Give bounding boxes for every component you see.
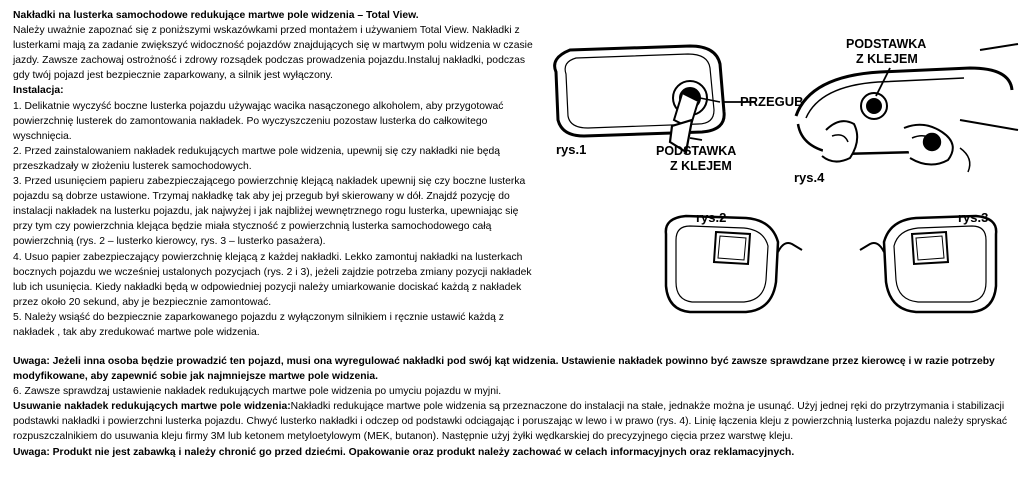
- mirrors-rys2-rys3-drawing: [666, 216, 996, 312]
- bottom-section: [13, 354, 1013, 460]
- intro-paragraph: Należy uważnie zapoznać się z poniższymi wskazówkami przed montażem i używaniem Total View. Nakładki z lusterkami mają za zadanie zwiększyć widoczność pojazdów znajdujących się w martwym polu widzenia w czasie jazdy. Zawsze zachowaj ostrożność i zdrowy rozsądek podczas prowadzenia pojazdu.Instaluj nakładki, podczas gdy twój pojazd jest bezpiecznie zaparkowany, a silnik jest wyłączony.: [13, 25, 533, 82]
- removal-paragraph: [13, 399, 1013, 444]
- label-rys2: rys.2: [696, 210, 727, 225]
- label-rys4: rys.4: [794, 170, 825, 185]
- label-rys3: rys.3: [958, 210, 989, 225]
- install-heading: Instalacja:: [13, 85, 64, 97]
- document-title: Nakładki na lusterka samochodowe redukujące martwe pole widzenia – Total View.: [13, 10, 419, 21]
- glue-base-pointer: [690, 138, 702, 140]
- step-4: 4. Usuo papier zabezpieczający powierzchnię klejącą z każdej nakładki. Lekko zamontuj nakładki na lusterkach bocznych pojazdu we wcześniej ustalonych pozycjach (rys. 2 i 3), jeżeli zajdzie potrzeba zmiany pozycji nakładek lub ich usunięcia. Kiedy nakładki będą w odpowiedniej pozycji należy umiarkowanie dociskać każdą z nakładek przez około 20 sekund, aby je bezpiecznie zamontować.: [13, 251, 532, 308]
- step-1: 1. Delikatnie wyczyść boczne lusterka pojazdu używając wacika nasączonego alkoholem, aby przygotować powierzchnię lusterek do zamontowania nakładek. Po wyczyszczeniu pozostaw lusterka do całkowitego wyschnięcia.: [13, 100, 504, 142]
- removal-text: Nakładki redukujące martwe pole widzenia są przeznaczone do instalacji na stałe, jednakże można je usunąć. Użyj jednej ręki do przytrzymania i stabilizacji podstawki nakładki i powierzchni lusterka pojazdu. Chwyć lusterko nakładki i odczep od podstawki odciągając i poruszając w lewo i w prawo (rys. 4). Linię łączenia kleju z powierzchnią lusterka pojazdu należy spryskać rozpuszczalnikiem do usuwania kleju firmy 3M lub ketonem metyloetylowym (MEK, butanon). Następnie użyj żyłki wędkarskiej do precyzyjnego cięcia przez warstwę kleju.: [13, 401, 1008, 443]
- mirror-rys1-drawing: [555, 46, 725, 152]
- label-podstawka-glue-1: PODSTAWKA: [656, 144, 737, 158]
- warning-children: Uwaga: Produkt nie jest zabawką i należy chronić go przed dziećmi. Opakowanie oraz produkt należy zachować w celach informacyjnych oraz reklamacyjnych.: [13, 446, 795, 458]
- label-rys1: rys.1: [556, 142, 587, 157]
- label-przegub: PRZEGUB: [740, 94, 804, 109]
- step-3: 3. Przed usunięciem papieru zabezpieczającego powierzchnię klejącą nakładek upewnij się czy boczne lusterka pojazdu są dobrze ustawione. Trzymaj nakładkę tak aby jej przegub był skierowany w dół. Znajdź pozycję do instalacji nakładek na lusterku pojazdu, jak najwyżej i jak najbliżej wewnętrznego rogu lusterka, upewniając się przy tym czy powierzchnia klejąca będzie miała styczność z powierzchnią lusterka samochodowego całą powierzchnią (rys. 2 – lusterko kierowcy, rys. 3 – lusterko pasażera).: [13, 176, 526, 248]
- warning-adjust: Uwaga: Jeżeli inna osoba będzie prowadzić ten pojazd, musi ona wyregulować nakładki pod swój kąt widzenia. Ustawienie nakładek powinno być zawsze sprawdzane przez kierowcę i w razie potrzeby modyfikowane, aby zapewnić sobie jak najmniejsze martwe pole widzenia.: [13, 356, 995, 383]
- label-podstawka-glue-2: Z KLEJEM: [670, 159, 732, 173]
- removal-heading: Usuwanie nakładek redukujących martwe pole widzenia:: [13, 401, 291, 413]
- installation-illustration: [540, 20, 1024, 330]
- step-2: 2. Przed zainstalowaniem nakładek redukujących martwe pole widzenia, upewnij się czy nakładki nie będą przeszkadzały w złożeniu lusterek samochodowych.: [13, 145, 500, 172]
- label-podstawka-top-2: Z KLEJEM: [856, 52, 918, 66]
- step-5: 5. Należy wsiąść do bezpiecznie zaparkowanego pojazdu z wyłączonym silnikiem i ręcznie ustawić każdą z nakładek , tak aby zredukować martwe pole widzenia.: [13, 311, 504, 338]
- step-6: 6. Zawsze sprawdzaj ustawienie nakładek redukujących martwe pole widzenia po umyciu pojazdu w myjni.: [13, 386, 502, 398]
- instructions-column: [13, 8, 539, 340]
- label-podstawka-top-1: PODSTAWKA: [846, 37, 927, 51]
